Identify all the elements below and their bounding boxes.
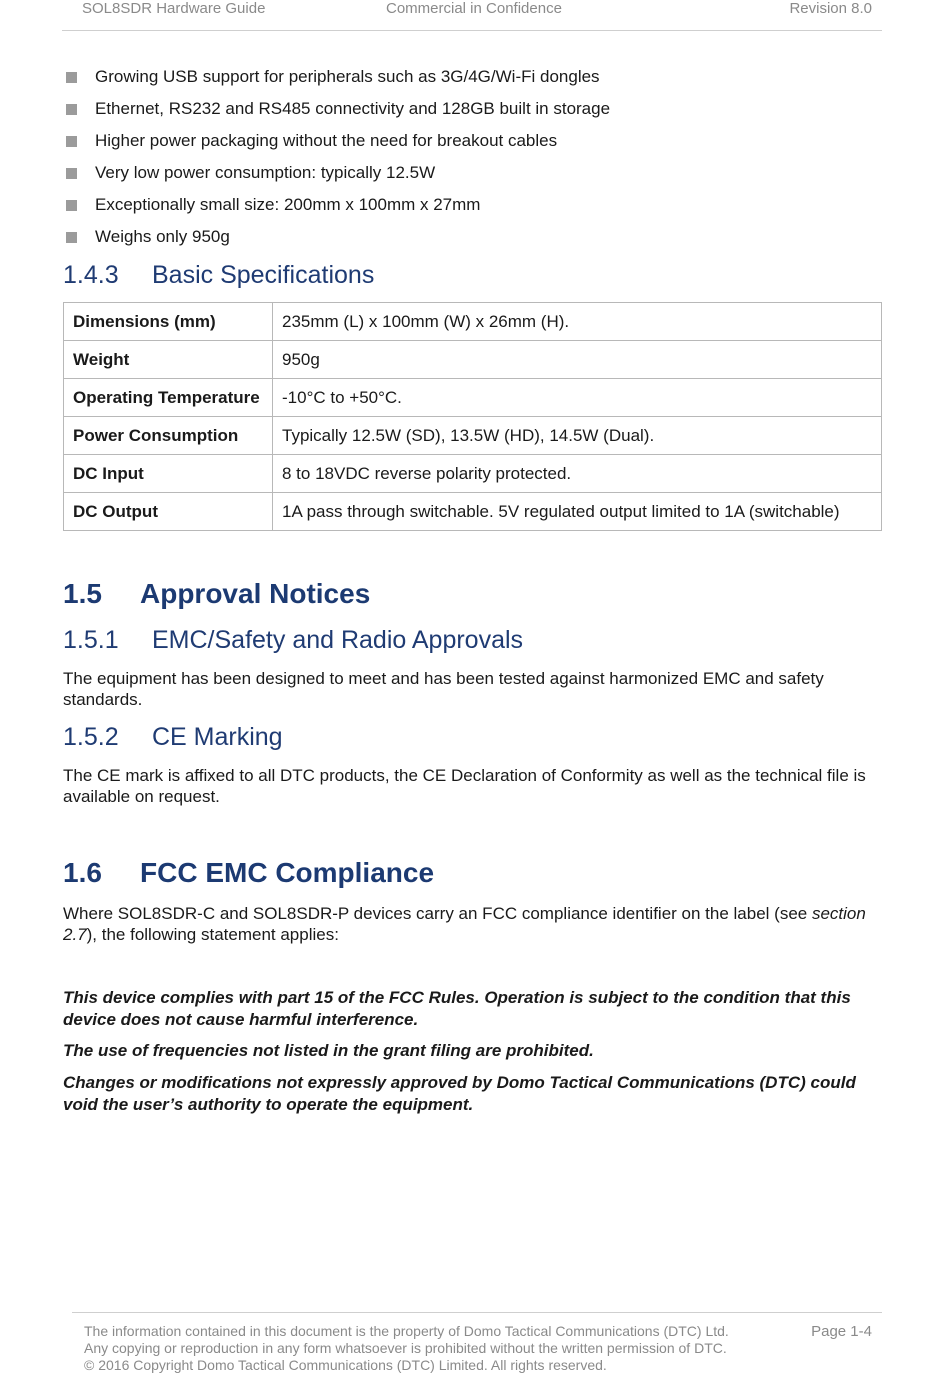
table-row: Operating Temperature -10°C to +50°C.: [64, 379, 882, 417]
bullet-square-icon: [66, 136, 77, 147]
page-footer: [72, 1312, 882, 1373]
list-item: Weighs only 950g: [64, 224, 610, 256]
heading-ce-marking: 1.5.2 CE Marking: [63, 723, 283, 751]
page-number: Page 1-4: [811, 1323, 872, 1340]
list-item: Higher power packaging without the need for breakout cables: [64, 128, 610, 160]
bullet-square-icon: [66, 200, 77, 211]
heading-fcc-compliance: 1.6 FCC EMC Compliance: [63, 857, 435, 888]
header-document-title: SOL8SDR Hardware Guide: [82, 0, 266, 17]
bullet-square-icon: [66, 232, 77, 243]
heading-emc-safety: 1.5.1 EMC/Safety and Radio Approvals: [63, 626, 524, 654]
table-row: Weight 950g: [64, 341, 882, 379]
fcc-statement-frequencies: The use of frequencies not listed in the grant filing are prohibited.: [63, 1041, 594, 1060]
table-row: DC Output 1A pass through switchable. 5V regulated output limited to 1A (switchable): [64, 493, 882, 531]
section-reference-link[interactable]: section 2.7: [63, 904, 866, 944]
header-revision: Revision 8.0: [789, 0, 872, 17]
fcc-statement-part15: This device complies with part 15 of the FCC Rules. Operation is subject to the condition that this device does not cause harmful interference.: [63, 988, 851, 1029]
page-header: [62, 0, 882, 31]
bullet-square-icon: [66, 72, 77, 83]
bullet-square-icon: [66, 168, 77, 179]
emc-paragraph: The equipment has been designed to meet and has been tested against harmonized EMC and safety standards.: [63, 669, 824, 709]
heading-basic-specifications: 1.4.3 Basic Specifications: [63, 261, 375, 289]
list-item: Growing USB support for peripherals such as 3G/4G/Wi-Fi dongles: [64, 64, 610, 96]
footer-copyright-notice: The information contained in this document is the property of Domo Tactical Communications (DTC) Ltd. Any copying or reproduction in any form whatsoever is prohibited without the written permission of DTC. © 2016 Copyright Domo Tactical Communications (DTC) Limited. All rights reserved.: [84, 1323, 729, 1373]
fcc-intro-paragraph: Where SOL8SDR-C and SOL8SDR-P devices carry an FCC compliance identifier on the label (see section 2.7), the following statement applies:: [63, 904, 866, 944]
header-confidentiality: Commercial in Confidence: [386, 0, 562, 17]
table-row: DC Input 8 to 18VDC reverse polarity protected.: [64, 455, 882, 493]
list-item: Exceptionally small size: 200mm x 100mm x 27mm: [64, 192, 610, 224]
feature-list: [64, 64, 610, 256]
specifications-table: [63, 302, 882, 531]
list-item: Very low power consumption: typically 12.5W: [64, 160, 610, 192]
fcc-statement-modifications: Changes or modifications not expressly approved by Domo Tactical Communications (DTC) could void the user’s authority to operate the equipment.: [63, 1073, 856, 1114]
ce-paragraph: The CE mark is affixed to all DTC products, the CE Declaration of Conformity as well as the technical file is available on request.: [63, 766, 866, 806]
list-item: Ethernet, RS232 and RS485 connectivity and 128GB built in storage: [64, 96, 610, 128]
table-row: Power Consumption Typically 12.5W (SD), 13.5W (HD), 14.5W (Dual).: [64, 417, 882, 455]
heading-approval-notices: 1.5 Approval Notices: [63, 578, 371, 609]
bullet-square-icon: [66, 104, 77, 115]
table-row: Dimensions (mm) 235mm (L) x 100mm (W) x 26mm (H).: [64, 303, 882, 341]
